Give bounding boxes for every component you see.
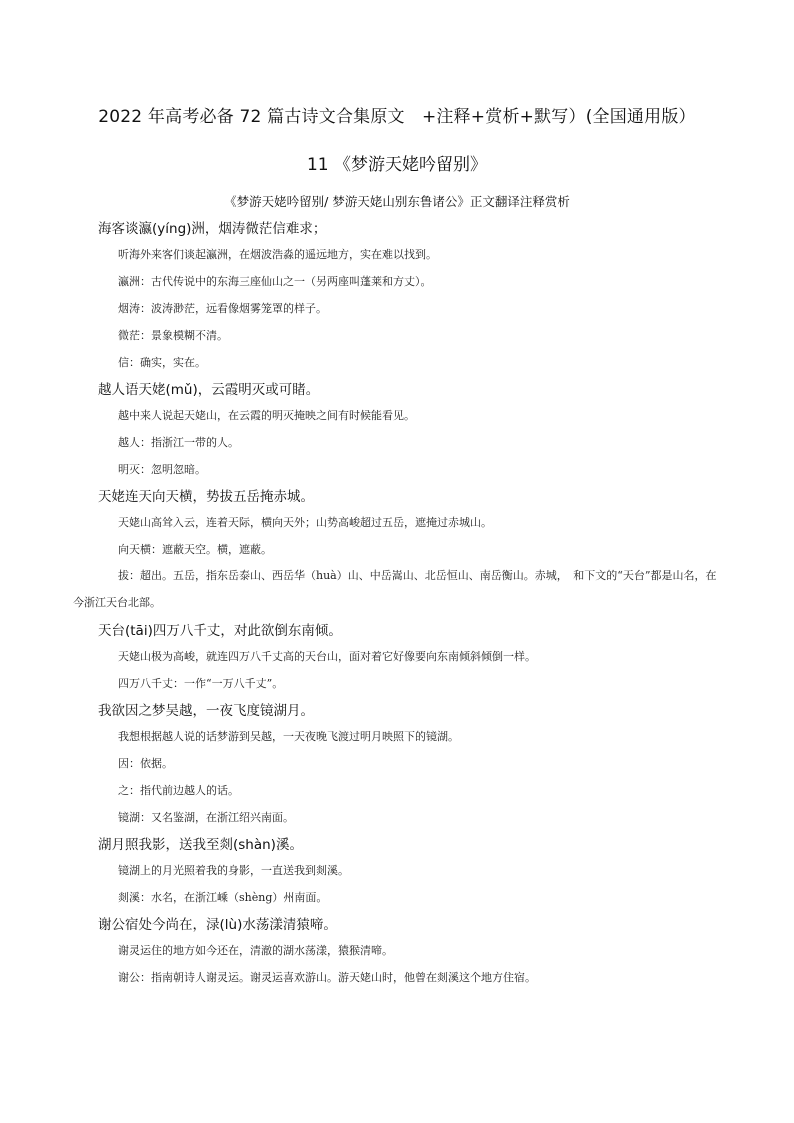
annotation-note: 因：依据。 <box>118 757 173 770</box>
translation-note: 听海外来客们谈起瀛洲，在烟波浩淼的遥远地方，实在难以找到。 <box>118 248 437 261</box>
translation-note: 谢灵运住的地方如今还在，清澈的湖水荡漾，猿猴清啼。 <box>118 944 393 957</box>
verse-line: 海客谈瀛(yíng)洲，烟涛微茫信难求； <box>98 221 327 237</box>
translation-note: 天姥山极为高峻，就连四万八千丈高的天台山，面对着它好像要向东南倾斜倾倒一样。 <box>118 650 536 663</box>
verse-line: 湖月照我影，送我至剡(shàn)溪。 <box>98 837 303 853</box>
translation-note: 镜湖上的月光照着我的身影，一直送我到剡溪。 <box>118 864 349 877</box>
verse-line: 天台(tāi)四万八千丈，对此欲倒东南倾。 <box>98 623 342 639</box>
annotation-note: 四万八千丈：一作“一万八千丈”。 <box>118 677 284 690</box>
section-subtitle: 《梦游天姥吟留别/ 梦游天姥山别东鲁诸公》正文翻译注释赏析 <box>224 194 570 209</box>
translation-note: 天姥山高耸入云，连着天际，横向天外；山势高峻超过五岳，遮掩过赤城山。 <box>118 516 492 529</box>
verse-line: 越人语天姥(mǔ)，云霞明灭或可睹。 <box>98 382 320 398</box>
annotation-note: 剡溪：水名，在浙江嵊（shèng）州南面。 <box>118 891 328 904</box>
translation-note: 我想根据越人说的话梦游到吴越，一天夜晚飞渡过明月映照下的镜湖。 <box>118 730 459 743</box>
verse-line: 天姥连天向天横，势拔五岳掩赤城。 <box>98 489 314 505</box>
annotation-note: 之：指代前边越人的话。 <box>118 784 239 797</box>
annotation-note-wrapped: 拔：超出。五岳，指东岳泰山、西岳华（huà）山、中岳嵩山、北岳恒山、南岳衡山。赤城， 和下文的“天台”都是山名，在今浙江天台北部。 <box>73 569 717 609</box>
translation-note: 越中来人说起天姥山，在云霞的明灭掩映之间有时候能看见。 <box>118 409 415 422</box>
verse-line: 我欲因之梦吴越，一夜飞度镜湖月。 <box>98 703 314 719</box>
annotation-note: 向天横：遮蔽天空。横，遮蔽。 <box>118 543 272 556</box>
chapter-title: 11 《梦游天姥吟留别》 <box>306 155 488 175</box>
annotation-note: 微茫：景象模糊不清。 <box>118 329 228 342</box>
document-title: 2022 年高考必备 72 篇古诗文合集原文 +注释+赏析+默写）(全国通用版） <box>98 107 696 127</box>
annotation-note: 谢公：指南朝诗人谢灵运。谢灵运喜欢游山。游天姥山时，他曾在剡溪这个地方住宿。 <box>118 971 536 984</box>
annotation-note: 信：确实，实在。 <box>118 356 206 369</box>
annotation-note: 明灭：忽明忽暗。 <box>118 463 206 476</box>
annotation-note: 瀛洲：古代传说中的东海三座仙山之一（另两座叫蓬莱和方丈）。 <box>118 275 432 288</box>
annotation-note: 越人：指浙江一带的人。 <box>118 436 239 449</box>
poem-content <box>73 214 738 990</box>
verse-line: 谢公宿处今尚在，渌(lù)水荡漾清猿啼。 <box>98 917 337 933</box>
annotation-note: 镜湖：又名鉴湖，在浙江绍兴南面。 <box>118 811 294 824</box>
annotation-note: 烟涛：波涛渺茫，远看像烟雾笼罩的样子。 <box>118 302 327 315</box>
